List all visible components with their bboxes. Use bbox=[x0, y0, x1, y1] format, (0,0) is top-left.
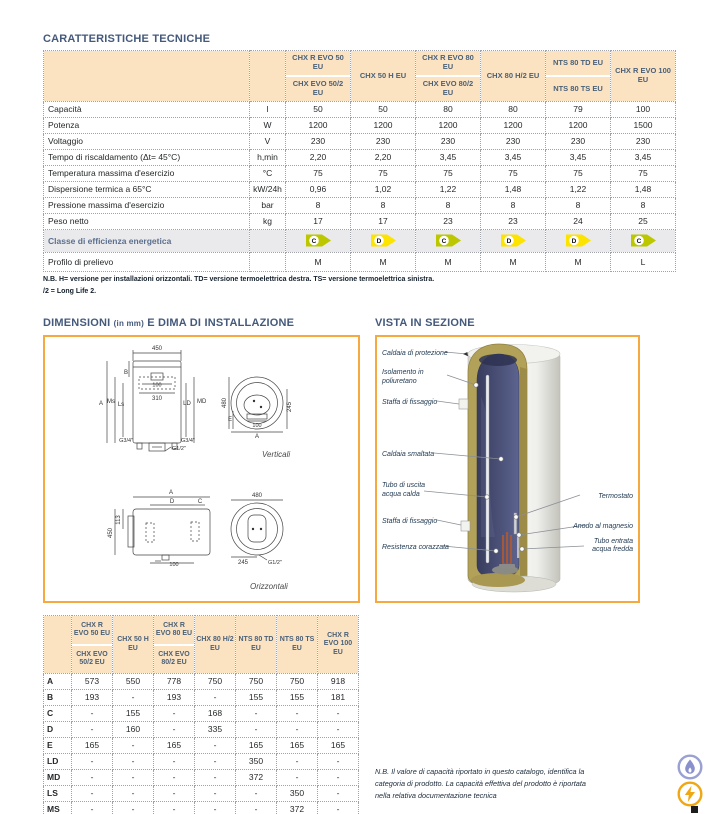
dim-e: E bbox=[227, 417, 233, 423]
tech-row-value: 3,45 bbox=[611, 150, 676, 166]
dim-header-model bbox=[154, 616, 195, 674]
dim-row-value: - bbox=[113, 738, 154, 754]
dim-hd: D bbox=[169, 499, 175, 505]
dim-row-value: 350 bbox=[236, 754, 277, 770]
dim-row-value: - bbox=[72, 802, 113, 814]
dim-row bbox=[44, 706, 359, 722]
tech-row-value: 1,48 bbox=[611, 182, 676, 198]
dim-row-label: MS bbox=[44, 802, 72, 814]
dim-row-value: 165 bbox=[154, 738, 195, 754]
dim-b: B bbox=[123, 370, 129, 376]
tech-row-value: 0,96 bbox=[286, 182, 351, 198]
dim-h100: 100 bbox=[169, 562, 179, 568]
tech-header-model bbox=[546, 51, 611, 102]
profile-row-unit bbox=[250, 253, 286, 272]
profile-row-label: Profilo di prelievo bbox=[44, 253, 250, 272]
dim-480-h: 480 bbox=[251, 493, 263, 499]
dim-c100: 100 bbox=[252, 423, 262, 429]
label-isolamento-2: poliuretano bbox=[382, 378, 417, 385]
svg-text:C: C bbox=[441, 237, 446, 245]
energy-row-unit bbox=[250, 230, 286, 253]
dim-hc: C bbox=[197, 499, 203, 505]
section-view-box bbox=[375, 335, 640, 603]
dim-row-value: - bbox=[72, 770, 113, 786]
dimensions-drawing bbox=[45, 337, 358, 601]
profile-value: L bbox=[611, 253, 676, 272]
dim-row bbox=[44, 802, 359, 814]
tech-row-value: 25 bbox=[611, 214, 676, 230]
label-caldaia-protezione: Caldaia di protezione bbox=[382, 350, 448, 357]
dim-row-value: 165 bbox=[72, 738, 113, 754]
dim-header-model bbox=[113, 616, 154, 674]
dim-310: 310 bbox=[151, 396, 163, 402]
dimensions-drawing-box bbox=[43, 335, 360, 603]
model-name: NTS 80 TS EU bbox=[546, 75, 610, 101]
dim-row-value: - bbox=[236, 706, 277, 722]
boiler-tank-graphic bbox=[459, 344, 560, 592]
dim-100: 100 bbox=[152, 382, 162, 389]
dim-row-value: 181 bbox=[318, 690, 359, 706]
dim-row-value: 778 bbox=[154, 674, 195, 690]
dim-row-value: - bbox=[113, 786, 154, 802]
dim-row-value: - bbox=[195, 690, 236, 706]
verticali-label: Verticali bbox=[262, 450, 291, 459]
tech-row-value: 24 bbox=[546, 214, 611, 230]
label-resistenza: Resistenza corazzata bbox=[382, 544, 449, 551]
dim-header-model bbox=[195, 616, 236, 674]
tech-row bbox=[44, 118, 676, 134]
dim-row-value: 750 bbox=[195, 674, 236, 690]
tech-row-label: Capacità bbox=[44, 102, 250, 118]
dim-header-model bbox=[277, 616, 318, 674]
dimensions-title-unit: (in mm) bbox=[113, 319, 144, 328]
energy-class-cell bbox=[416, 230, 481, 253]
dim-row-label: B bbox=[44, 690, 72, 706]
dim-row-value: 160 bbox=[113, 722, 154, 738]
dim-a: A bbox=[98, 401, 103, 407]
dim-header-model bbox=[72, 616, 113, 674]
label-isolamento-1: Isolamento in bbox=[382, 369, 424, 376]
dimension-table bbox=[43, 615, 359, 814]
dim-row-value: 750 bbox=[277, 674, 318, 690]
energy-class-arrow-icon bbox=[436, 234, 461, 247]
dim-row-value: 550 bbox=[113, 674, 154, 690]
energy-class-cell bbox=[546, 230, 611, 253]
tech-row-value: 8 bbox=[546, 198, 611, 214]
tech-header-empty bbox=[44, 51, 250, 102]
tech-row-unit: l bbox=[250, 102, 286, 118]
dim-row-value: - bbox=[236, 802, 277, 814]
dim-g12: G1/2" bbox=[172, 446, 186, 452]
vertical-front-view-drawing bbox=[99, 346, 207, 452]
tech-row bbox=[44, 150, 676, 166]
dim-row bbox=[44, 754, 359, 770]
dim-row-value: 372 bbox=[277, 802, 318, 814]
label-tubo-uscita-2: acqua calda bbox=[382, 491, 420, 498]
tech-row-label: Potenza bbox=[44, 118, 250, 134]
dim-row-value: - bbox=[72, 754, 113, 770]
tech-row-value: 8 bbox=[611, 198, 676, 214]
dim-header-model bbox=[236, 616, 277, 674]
dim-row-value: - bbox=[195, 738, 236, 754]
dim-header-model bbox=[318, 616, 359, 674]
capacity-note-line1: N.B. Il valore di capacità riportato in questo catalogo, identifica la bbox=[375, 767, 585, 776]
dim-row-value: - bbox=[72, 786, 113, 802]
capacity-note-line3: nella relativa documentazione tecnica bbox=[375, 791, 497, 800]
tech-row-value: 75 bbox=[416, 166, 481, 182]
energy-class-arrow-icon bbox=[631, 234, 656, 247]
tech-row-unit: h,min bbox=[250, 150, 286, 166]
dimensions-title-main: DIMENSIONI bbox=[43, 317, 111, 329]
section-view-title: VISTA IN SEZIONE bbox=[375, 317, 475, 329]
dim-row-value: - bbox=[154, 802, 195, 814]
tech-row-value: 230 bbox=[481, 134, 546, 150]
boiler-cutaway-illustration bbox=[377, 337, 638, 601]
dim-row-value: 372 bbox=[236, 770, 277, 786]
orizzontali-label: Orizzontali bbox=[250, 582, 288, 591]
dim-row-value: - bbox=[113, 770, 154, 786]
dim-row-value: 335 bbox=[195, 722, 236, 738]
model-name: CHX EVO 80/2 EU bbox=[154, 644, 194, 674]
energy-class-row bbox=[44, 230, 676, 253]
tech-row-value: 2,20 bbox=[351, 150, 416, 166]
dim-row-value: 168 bbox=[195, 706, 236, 722]
profile-value: M bbox=[286, 253, 351, 272]
gas-flame-icon bbox=[677, 754, 703, 780]
dim-row-value: - bbox=[113, 690, 154, 706]
dim-row-value: - bbox=[318, 786, 359, 802]
tech-row-value: 80 bbox=[481, 102, 546, 118]
tech-row bbox=[44, 102, 676, 118]
dim-row-value: 193 bbox=[72, 690, 113, 706]
dim-row-value: 155 bbox=[113, 706, 154, 722]
dim-480-v: 480 bbox=[222, 397, 228, 409]
svg-text:D: D bbox=[571, 237, 576, 245]
dim-row-value: - bbox=[195, 754, 236, 770]
tech-row-value: 79 bbox=[546, 102, 611, 118]
tech-table bbox=[43, 50, 676, 272]
tech-row-value: 23 bbox=[416, 214, 481, 230]
label-tubo-entrata-2: acqua fredda bbox=[592, 546, 633, 553]
dim-row-value: - bbox=[277, 754, 318, 770]
anode-rod-graphic bbox=[517, 534, 519, 558]
dim-row-value: - bbox=[195, 770, 236, 786]
tech-footnote-1: N.B. H= versione per installazioni orizzontali. TD= versione termoelettrica destra. TS= versione termoelettrica sinistra. bbox=[43, 276, 435, 283]
tech-row-value: 8 bbox=[351, 198, 416, 214]
dim-row-value: 350 bbox=[277, 786, 318, 802]
energy-class-arrow-icon bbox=[566, 234, 591, 247]
tech-row-label: Peso netto bbox=[44, 214, 250, 230]
dimensions-section-title bbox=[43, 317, 294, 329]
dim-row-value: 193 bbox=[154, 690, 195, 706]
dim-row bbox=[44, 738, 359, 754]
tech-row-unit: kW/24h bbox=[250, 182, 286, 198]
tech-row-value: 17 bbox=[351, 214, 416, 230]
energy-class-cell bbox=[481, 230, 546, 253]
dim-row-value: - bbox=[154, 706, 195, 722]
dim-row-value: - bbox=[195, 802, 236, 814]
tech-header-model bbox=[416, 51, 481, 102]
label-staffa-bottom: Staffa di fissaggio bbox=[382, 518, 438, 525]
dim-row bbox=[44, 674, 359, 690]
tech-row-value: 8 bbox=[416, 198, 481, 214]
dim-245-h: 245 bbox=[237, 560, 249, 566]
dim-ca: A bbox=[254, 434, 260, 440]
dim-row-value: - bbox=[72, 706, 113, 722]
energy-class-arrow-icon bbox=[371, 234, 396, 247]
dim-row-value: - bbox=[236, 786, 277, 802]
profile-value: M bbox=[351, 253, 416, 272]
energy-class-cell bbox=[611, 230, 676, 253]
dim-row-value: - bbox=[113, 802, 154, 814]
tech-row-label: Tempo di riscaldamento (Δt= 45°C) bbox=[44, 150, 250, 166]
energy-class-arrow-icon bbox=[306, 234, 331, 247]
tech-row-value: 23 bbox=[481, 214, 546, 230]
tech-row-value: 3,45 bbox=[546, 150, 611, 166]
tech-row-value: 50 bbox=[351, 102, 416, 118]
model-name: CHX 80 H/2 EU bbox=[486, 70, 540, 80]
model-name: NTS 80 TD EU bbox=[552, 57, 603, 67]
dim-245-v: 245 bbox=[287, 401, 293, 413]
dim-row-label: LS bbox=[44, 786, 72, 802]
horizontal-side-view-drawing bbox=[108, 490, 210, 568]
model-name: CHX 50 H EU bbox=[117, 636, 149, 652]
tech-row-label: Voltaggio bbox=[44, 134, 250, 150]
tech-row-value: 230 bbox=[546, 134, 611, 150]
tech-row-label: Pressione massima d'esercizio bbox=[44, 198, 250, 214]
capacity-note bbox=[375, 766, 651, 802]
dim-hg12: G1/2" bbox=[268, 560, 282, 566]
dim-row-value: - bbox=[318, 722, 359, 738]
dim-ha: A bbox=[168, 490, 174, 496]
energy-class-arrow-icon bbox=[501, 234, 526, 247]
tech-row-value: 230 bbox=[416, 134, 481, 150]
dim-450: 450 bbox=[151, 346, 163, 352]
model-name: CHX 80 H/2 EU bbox=[196, 636, 234, 652]
tech-row-value: 1500 bbox=[611, 118, 676, 134]
dim-row-value: - bbox=[318, 706, 359, 722]
page-corner-mark bbox=[691, 806, 698, 813]
dim-row-value: 750 bbox=[236, 674, 277, 690]
profile-row bbox=[44, 253, 676, 272]
model-name: NTS 80 TD EU bbox=[238, 636, 274, 652]
bracket-bottom-graphic bbox=[461, 521, 470, 531]
dim-row-value: 573 bbox=[72, 674, 113, 690]
tech-row-value: 8 bbox=[286, 198, 351, 214]
model-name: CHX R EVO 50 EU bbox=[73, 621, 111, 637]
tech-header-model bbox=[481, 51, 546, 102]
tech-row-value: 1200 bbox=[351, 118, 416, 134]
tech-row bbox=[44, 166, 676, 182]
model-name: CHX R EVO 100 EU bbox=[615, 66, 671, 84]
model-name: CHX EVO 80/2 EU bbox=[416, 75, 480, 101]
tech-row-value: 1,02 bbox=[351, 182, 416, 198]
tech-row-value: 8 bbox=[481, 198, 546, 214]
model-name: CHX R EVO 50 EU bbox=[292, 53, 344, 71]
tech-section-title: CARATTERISTICHE TECNICHE bbox=[43, 33, 211, 45]
dim-row-value: 155 bbox=[277, 690, 318, 706]
tech-row-unit: V bbox=[250, 134, 286, 150]
tech-row-value: 230 bbox=[286, 134, 351, 150]
tech-row-value: 1200 bbox=[286, 118, 351, 134]
tech-header-unit bbox=[250, 51, 286, 102]
dim-row-value: - bbox=[154, 722, 195, 738]
tech-row-value: 1,22 bbox=[416, 182, 481, 198]
dim-row-value: - bbox=[277, 722, 318, 738]
tech-row-value: 80 bbox=[416, 102, 481, 118]
tech-header-model bbox=[351, 51, 416, 102]
dim-row-label: E bbox=[44, 738, 72, 754]
tech-row-value: 2,20 bbox=[286, 150, 351, 166]
tech-row-value: 230 bbox=[351, 134, 416, 150]
svg-text:D: D bbox=[376, 237, 381, 245]
dim-g34-left: G3/4" bbox=[119, 438, 133, 444]
tech-row-value: 1,22 bbox=[546, 182, 611, 198]
vertical-top-view-drawing bbox=[222, 377, 293, 459]
electric-power-icon bbox=[677, 781, 703, 807]
dim-ms: Ms bbox=[107, 399, 115, 405]
model-name: CHX R EVO 100 EU bbox=[323, 632, 353, 656]
dim-row bbox=[44, 722, 359, 738]
energy-class-cell bbox=[351, 230, 416, 253]
dim-row-value: 155 bbox=[236, 690, 277, 706]
profile-value: M bbox=[481, 253, 546, 272]
dim-row-value: - bbox=[113, 754, 154, 770]
tech-row-value: 1200 bbox=[416, 118, 481, 134]
tech-row-value: 100 bbox=[611, 102, 676, 118]
svg-text:C: C bbox=[311, 237, 316, 245]
model-name: CHX 50 H EU bbox=[359, 70, 407, 80]
tech-row-unit: W bbox=[250, 118, 286, 134]
label-tubo-uscita-1: Tubo di uscita bbox=[382, 482, 426, 489]
dim-row-value: - bbox=[72, 722, 113, 738]
dim-row-label: LD bbox=[44, 754, 72, 770]
dim-row-value: - bbox=[195, 786, 236, 802]
model-name: NTS 80 TS EU bbox=[279, 636, 315, 652]
tech-row-value: 1,48 bbox=[481, 182, 546, 198]
dim-header-empty bbox=[44, 616, 72, 674]
dim-row-value: - bbox=[277, 706, 318, 722]
dim-ls: Ls bbox=[117, 402, 125, 408]
dim-113: 113 bbox=[116, 515, 122, 525]
tech-row bbox=[44, 134, 676, 150]
tech-row-value: 1200 bbox=[481, 118, 546, 134]
profile-value: M bbox=[546, 253, 611, 272]
dim-row-value: - bbox=[277, 770, 318, 786]
dim-row-value: - bbox=[318, 802, 359, 814]
dim-md: MD bbox=[197, 399, 207, 405]
dim-row bbox=[44, 786, 359, 802]
dim-ld: LD bbox=[183, 401, 191, 407]
tech-row-value: 3,45 bbox=[416, 150, 481, 166]
tech-header-row bbox=[44, 51, 676, 102]
dim-row-value: 918 bbox=[318, 674, 359, 690]
tech-footnote-2: /2 = Long Life 2. bbox=[43, 288, 97, 295]
dim-row-value: 165 bbox=[277, 738, 318, 754]
dimensions-title-rest: E DIMA DI INSTALLAZIONE bbox=[147, 317, 295, 329]
dim-row-label: C bbox=[44, 706, 72, 722]
tech-row-value: 1200 bbox=[546, 118, 611, 134]
dim-row bbox=[44, 690, 359, 706]
label-termostato: Termostato bbox=[598, 493, 633, 500]
tech-row-unit: °C bbox=[250, 166, 286, 182]
svg-text:C: C bbox=[636, 237, 641, 245]
tech-row-value: 3,45 bbox=[481, 150, 546, 166]
dim-row bbox=[44, 770, 359, 786]
tech-header-model bbox=[611, 51, 676, 102]
tech-row bbox=[44, 214, 676, 230]
tech-row-value: 230 bbox=[611, 134, 676, 150]
svg-text:D: D bbox=[506, 237, 511, 245]
tech-row-unit: kg bbox=[250, 214, 286, 230]
dim-row-value: 165 bbox=[318, 738, 359, 754]
dim-row-value: - bbox=[154, 786, 195, 802]
label-caldaia-smaltata: Caldaia smaltata bbox=[382, 451, 435, 458]
tech-row-value: 75 bbox=[546, 166, 611, 182]
profile-value: M bbox=[416, 253, 481, 272]
tech-row-value: 17 bbox=[286, 214, 351, 230]
tech-row-value: 75 bbox=[286, 166, 351, 182]
model-name: CHX EVO 50/2 EU bbox=[286, 75, 350, 101]
dim-row-value: - bbox=[318, 754, 359, 770]
label-tubo-entrata-1: Tubo entrata bbox=[593, 538, 633, 545]
dim-header-row bbox=[44, 616, 359, 674]
dim-row-value: - bbox=[236, 722, 277, 738]
tech-row-value: 50 bbox=[286, 102, 351, 118]
dim-row-label: D bbox=[44, 722, 72, 738]
capacity-note-line2: categoria di prodotto. La capacità effettiva del prodotto è riportata bbox=[375, 779, 586, 788]
dim-450-h: 450 bbox=[108, 527, 114, 539]
dim-g34-right: G3/4" bbox=[181, 438, 195, 444]
model-name: CHX R EVO 80 EU bbox=[155, 621, 193, 637]
dim-row-value: - bbox=[154, 754, 195, 770]
dim-row-value: - bbox=[154, 770, 195, 786]
tech-row-value: 75 bbox=[481, 166, 546, 182]
dim-row-label: A bbox=[44, 674, 72, 690]
tech-row bbox=[44, 182, 676, 198]
tech-row-unit: bar bbox=[250, 198, 286, 214]
model-name: CHX R EVO 80 EU bbox=[422, 53, 474, 71]
tech-row-label: Dispersione termica a 65°C bbox=[44, 182, 250, 198]
energy-row-label: Classe di efficienza energetica bbox=[44, 230, 250, 253]
dim-row-label: MD bbox=[44, 770, 72, 786]
tech-row-value: 75 bbox=[351, 166, 416, 182]
tech-row-label: Temperatura massima d'esercizio bbox=[44, 166, 250, 182]
tech-row-value: 75 bbox=[611, 166, 676, 182]
dim-row-value: - bbox=[318, 770, 359, 786]
horizontal-end-view-drawing bbox=[231, 493, 288, 591]
bracket-top-graphic bbox=[459, 399, 468, 409]
dim-row-value: 165 bbox=[236, 738, 277, 754]
tech-row bbox=[44, 198, 676, 214]
label-staffa-top: Staffa di fissaggio bbox=[382, 399, 438, 406]
energy-class-cell bbox=[286, 230, 351, 253]
label-anodo: Anodo al magnesio bbox=[573, 523, 633, 530]
tech-header-model bbox=[286, 51, 351, 102]
model-name: CHX EVO 50/2 EU bbox=[72, 644, 112, 674]
